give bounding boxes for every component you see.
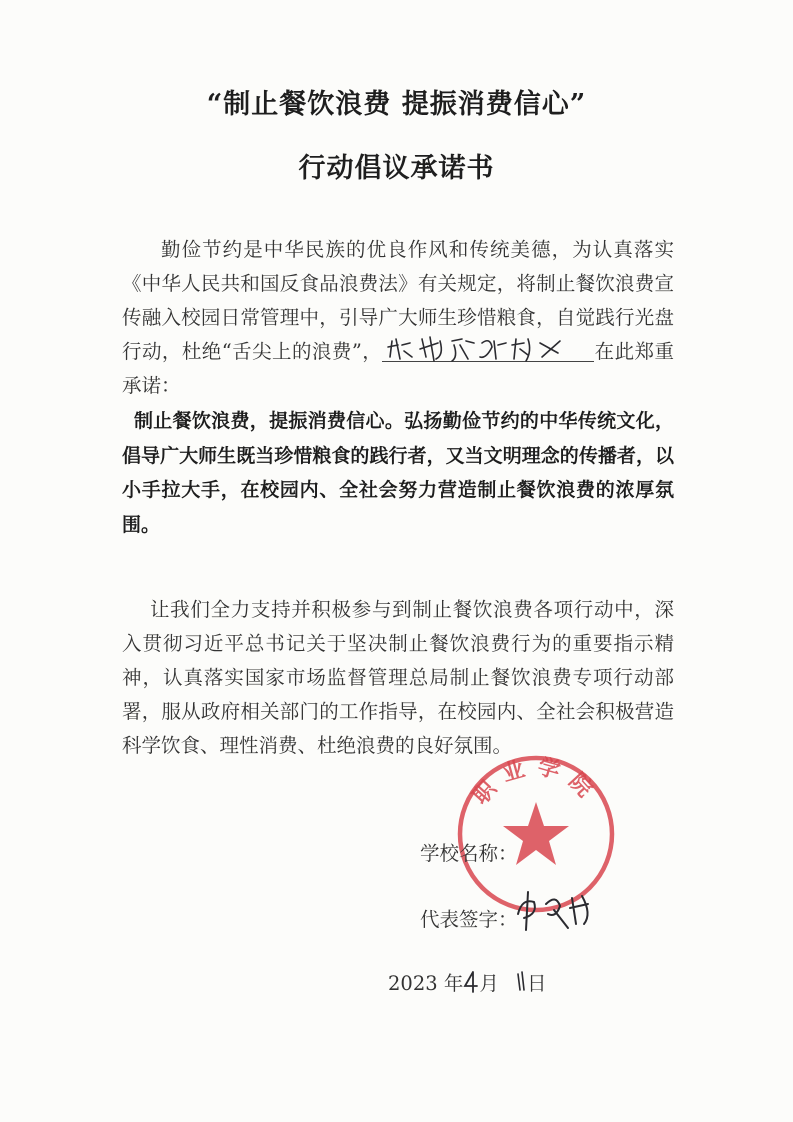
date-day-label: 日: [527, 972, 547, 995]
seal-text: 职业学院: [467, 753, 605, 810]
svg-text:职业学院: [468, 753, 605, 809]
paragraph-commitment: 制止餐饮浪费，提振消费信心。弘扬勤俭节约的中华传统文化，倡导广大师生既当珍惜粮食的践行者，又当文明理念的传播者，以小手拉大手，在校园内、全社会努力营造制止餐饮浪费的浓厚氛围。: [122, 410, 674, 536]
school-name-blank: [382, 337, 594, 362]
school-name-label: 学校名称：: [420, 842, 518, 865]
representative-signature-label: 代表签字：: [420, 908, 518, 931]
handwritten-school-name: [382, 331, 594, 363]
title-line-1: “制止餐饮浪费 提振消费信心”: [206, 89, 587, 120]
date-year: 2023 年: [388, 972, 464, 995]
intro-text-end: 在此郑重承诺：: [122, 340, 674, 397]
paragraph-intro: [122, 233, 674, 403]
paragraph-action: 让我们全力支持并积极参与到制止餐饮浪费各项行动中，深入贯彻习近平总书记关于坚决制止餐饮浪费行为的重要指示精神，认真落实国家市场监督管理总局制止餐饮浪费专项行动部署，服从政府相关部门的工作指导，在校园内、全社会积极营造科学饮食、理性消费、杜绝浪费的良好氛围。: [122, 598, 674, 757]
intro-text: 勤俭节约是中华民族的优良作风和传统美德，为认真落实《中华人民共和国反食品浪费法》有关规定，将制止餐饮浪费宣传融入校园日常管理中，引导广大师生珍惜粮食，自觉践行光盘行动，杜绝“舌尖上的浪费”，: [122, 238, 674, 363]
date-month-handwritten: [463, 970, 479, 999]
date-month-label: 月: [479, 972, 499, 995]
date-day-handwritten: [515, 970, 527, 999]
date-line: [388, 968, 547, 999]
title-line-2: 行动倡议承诺书: [298, 153, 495, 184]
handwritten-signature: [512, 884, 602, 934]
